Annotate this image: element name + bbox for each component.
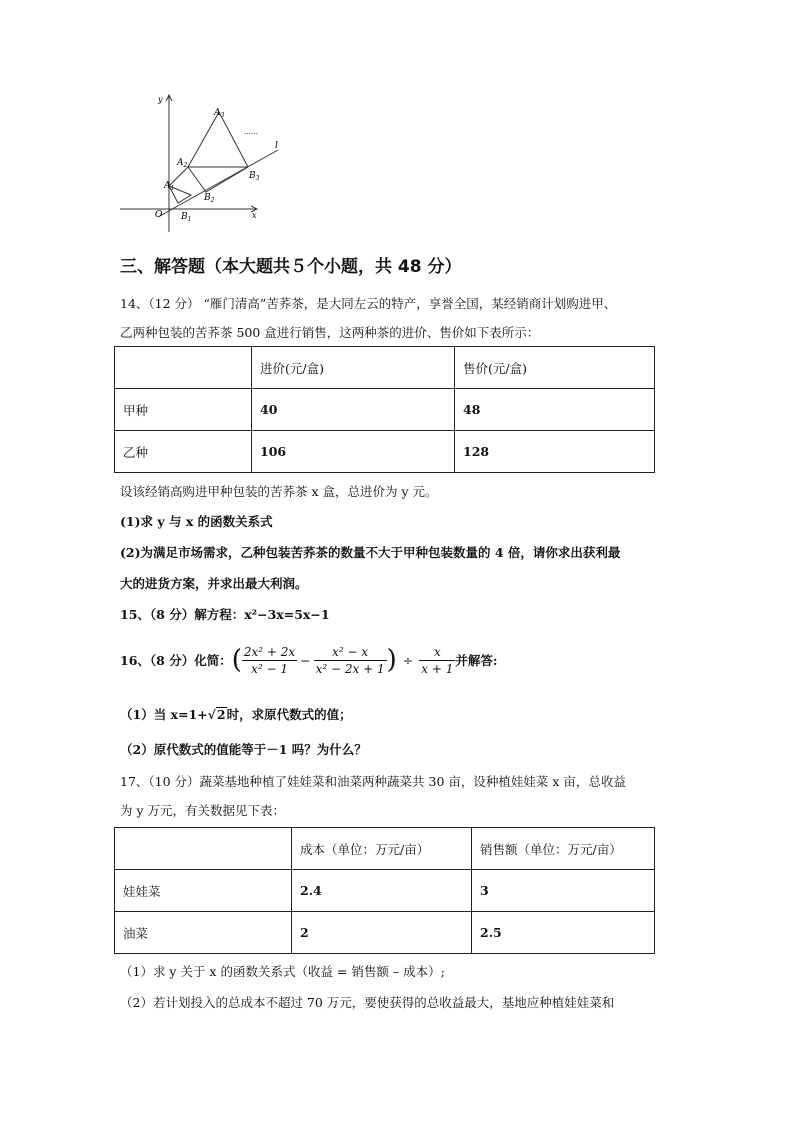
- q16-suffix: 并解答:: [455, 653, 498, 668]
- label-y: y: [158, 95, 163, 104]
- geometry-figure: [118, 92, 288, 234]
- q14-line2: 乙两种包装的苦荞茶 500 盒进行销售，这两种茶的进价、售价如下表所示：: [120, 325, 540, 340]
- q14-row2-cost: 106: [252, 431, 455, 473]
- a1-b2-edge: [169, 186, 206, 192]
- q17-part2: （2）若计划投入的总成本不超过 70 万元，要使获得的总收益最大，基地应种植娃娃菜和: [120, 995, 615, 1010]
- q17-line2: 为 y 万元，有关数据见下表：: [120, 803, 286, 818]
- q14-price-table: [114, 346, 655, 473]
- q14-row1-name: 甲种: [115, 389, 252, 431]
- q17-header-cost: 成本（单位：万元/亩）: [292, 828, 472, 870]
- q16-frac2-num: x² − x: [314, 644, 387, 661]
- q16-divide: ÷: [402, 652, 414, 668]
- q17-data-table: [114, 827, 655, 954]
- q16-part2: （2）原代数式的值能等于－1 吗？为什么？: [120, 742, 367, 757]
- q16-frac1-den: x² − 1: [251, 661, 288, 676]
- section-heading: 三、解答题（本大题共５个小题，共 48 分）: [120, 257, 462, 277]
- q17-line1: 17、（10 分）蔬菜基地种植了娃娃菜和油菜两种蔬菜共 30 亩，设种植娃娃菜 x 亩，总收益: [120, 774, 626, 789]
- q17-header-empty: [115, 828, 292, 870]
- q16-part1: [120, 705, 352, 723]
- q14-row2-price: 128: [455, 431, 655, 473]
- label-a1: $A_1$: [164, 181, 175, 192]
- q14-setup: 设该经销高购进甲种包装的苦荞茶 x 盒，总进价为 y 元。: [120, 484, 438, 499]
- q16-prefix: 16、（8 分）化简：: [120, 653, 232, 668]
- label-a3: $A_3$: [214, 108, 225, 119]
- q17-row1-name: 娃娃菜: [115, 870, 292, 912]
- triangle-3-edges: [188, 112, 248, 167]
- q17-part1: （1）求 y 关于 x 的函数关系式（收益 = 销售额 – 成本）;: [120, 964, 445, 979]
- triangle-2: [169, 167, 208, 195]
- q16-part1-prefix: （1）当 x=1+: [120, 707, 208, 722]
- line-l: [158, 150, 278, 217]
- q17-row1-cost: 2.4: [292, 870, 472, 912]
- label-origin: O: [155, 210, 163, 220]
- q14-line1: 14、（12 分） “雁门清高”苦荞茶，是大同左云的特产，享誉全国，某经销商计划购进甲、: [120, 296, 617, 311]
- sqrt-icon: √: [207, 707, 216, 722]
- q14-row1-price: 48: [455, 389, 655, 431]
- q16-frac3-num: x: [419, 644, 455, 661]
- q16-frac3-den: x + 1: [421, 661, 454, 676]
- q14-part2-line2: 大的进货方案，并求出最大利润。: [120, 576, 308, 591]
- q16-open-paren: (: [231, 645, 242, 675]
- q17-row2-name: 油菜: [115, 912, 292, 954]
- q14-part2-line1: (2)为满足市场需求，乙种包装苦荞茶的数量不大于甲种包装数量的 4 倍，请你求出获利最: [120, 545, 621, 560]
- q16-frac2-den: x² − 2x + 1: [315, 661, 385, 676]
- q14-header-cost: 进价(元/盒): [252, 347, 455, 389]
- q16-frac1-num: 2x² + 2x: [243, 644, 296, 659]
- q16-close-paren: ): [386, 645, 397, 675]
- q14-row1-cost: 40: [252, 389, 455, 431]
- label-line-l: l: [275, 141, 278, 151]
- q14-part1: (1)求 y 与 x 的函数关系式: [120, 514, 273, 529]
- label-dots: ……: [244, 128, 258, 136]
- q14-header-price: 售价(元/盒): [455, 347, 655, 389]
- q16-expression: [120, 640, 498, 680]
- label-a2: $A_2$: [177, 158, 188, 169]
- q17-header-sales: 销售额（单位：万元/亩）: [472, 828, 655, 870]
- q16-part1-suffix: 时，求原代数式的值；: [226, 707, 352, 722]
- q14-header-empty: [115, 347, 252, 389]
- q15-text: 15、（8 分）解方程：x²−3x=5x−1: [120, 607, 330, 622]
- label-b3: $B_3$: [249, 171, 260, 182]
- label-b2: $B_2$: [204, 193, 215, 204]
- q16-part1-radicand: 2: [216, 707, 226, 722]
- q16-fraction-2: [314, 644, 387, 677]
- q16-minus: −: [300, 652, 311, 668]
- q17-row1-sales: 3: [472, 870, 655, 912]
- label-x: x: [252, 211, 257, 220]
- a1-a2-edge: [169, 167, 188, 186]
- q17-row2-cost: 2: [292, 912, 472, 954]
- q17-row2-sales: 2.5: [472, 912, 655, 954]
- label-b1: $B_1$: [181, 212, 192, 223]
- triangle-2-edges: [188, 167, 248, 192]
- q16-fraction-1: [242, 644, 297, 677]
- q14-row2-name: 乙种: [115, 431, 252, 473]
- q16-fraction-3: [419, 644, 455, 677]
